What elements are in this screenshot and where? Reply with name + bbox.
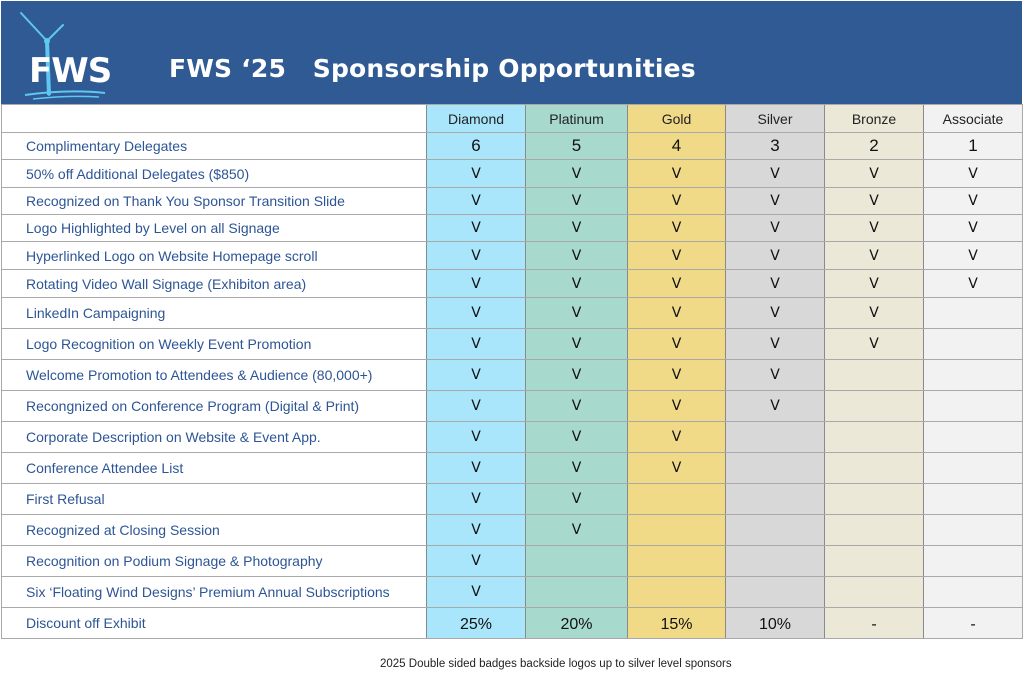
cell-gold: V xyxy=(628,329,726,360)
level-header-diamond: Diamond xyxy=(427,105,526,133)
level-header-platinum: Platinum xyxy=(526,105,628,133)
cell-silver: V xyxy=(726,188,825,215)
table-row xyxy=(2,188,1023,215)
table-row xyxy=(2,608,1023,639)
level-header-gold: Gold xyxy=(628,105,726,133)
cell-silver: V xyxy=(726,298,825,329)
fws-logo xyxy=(19,9,119,103)
cell-platinum: V xyxy=(526,484,628,515)
cell-associate xyxy=(924,298,1023,329)
cell-associate: V xyxy=(924,270,1023,298)
table-row xyxy=(2,298,1023,329)
cell-diamond: 25% xyxy=(427,608,526,639)
table-row xyxy=(2,329,1023,360)
cell-gold xyxy=(628,577,726,608)
cell-platinum: V xyxy=(526,391,628,422)
header-row xyxy=(2,105,1023,133)
benefit-label: Rotating Video Wall Signage (Exhibiton area) xyxy=(2,270,427,298)
cell-associate xyxy=(924,546,1023,577)
benefit-label: Corporate Description on Website & Event App. xyxy=(2,422,427,453)
cell-bronze: V xyxy=(825,270,924,298)
cell-diamond: V xyxy=(427,484,526,515)
cell-platinum: V xyxy=(526,453,628,484)
benefit-label: Recongnized on Conference Program (Digital & Print) xyxy=(2,391,427,422)
table-row xyxy=(2,484,1023,515)
cell-associate xyxy=(924,329,1023,360)
table-row xyxy=(2,133,1023,160)
cell-bronze xyxy=(825,546,924,577)
header-banner xyxy=(1,1,1022,104)
benefit-label: Logo Highlighted by Level on all Signage xyxy=(2,215,427,242)
cell-platinum: V xyxy=(526,160,628,188)
header-blank xyxy=(2,105,427,133)
cell-silver: 10% xyxy=(726,608,825,639)
cell-associate: 1 xyxy=(924,133,1023,160)
benefit-label: Conference Attendee List xyxy=(2,453,427,484)
cell-associate xyxy=(924,484,1023,515)
cell-bronze xyxy=(825,484,924,515)
cell-diamond: V xyxy=(427,270,526,298)
cell-diamond: V xyxy=(427,188,526,215)
benefit-label: 50% off Additional Delegates ($850) xyxy=(2,160,427,188)
cell-gold: V xyxy=(628,298,726,329)
cell-bronze: V xyxy=(825,298,924,329)
cell-silver xyxy=(726,453,825,484)
cell-gold: V xyxy=(628,360,726,391)
cell-diamond: V xyxy=(427,215,526,242)
cell-silver: V xyxy=(726,215,825,242)
cell-associate: - xyxy=(924,608,1023,639)
footer-note: 2025 Double sided badges backside logos up to silver level sponsors xyxy=(380,658,732,670)
cell-diamond: V xyxy=(427,242,526,270)
cell-platinum: V xyxy=(526,329,628,360)
cell-silver: V xyxy=(726,160,825,188)
table-row xyxy=(2,215,1023,242)
benefit-label: First Refusal xyxy=(2,484,427,515)
cell-platinum: V xyxy=(526,515,628,546)
cell-gold: V xyxy=(628,188,726,215)
cell-bronze: V xyxy=(825,160,924,188)
benefit-label: Recognized on Thank You Sponsor Transition Slide xyxy=(2,188,427,215)
cell-platinum: 5 xyxy=(526,133,628,160)
cell-silver xyxy=(726,515,825,546)
cell-platinum xyxy=(526,546,628,577)
benefit-label: Hyperlinked Logo on Website Homepage scroll xyxy=(2,242,427,270)
benefits-body xyxy=(2,133,1023,639)
cell-silver xyxy=(726,577,825,608)
cell-gold xyxy=(628,515,726,546)
page-title: FWS ‘25 Sponsorship Opportunities xyxy=(169,54,696,83)
cell-silver: V xyxy=(726,329,825,360)
cell-associate xyxy=(924,422,1023,453)
cell-silver: V xyxy=(726,242,825,270)
benefit-label: Logo Recognition on Weekly Event Promotion xyxy=(2,329,427,360)
cell-associate: V xyxy=(924,188,1023,215)
level-header-bronze: Bronze xyxy=(825,105,924,133)
cell-diamond: V xyxy=(427,298,526,329)
cell-gold: V xyxy=(628,391,726,422)
cell-silver xyxy=(726,546,825,577)
cell-gold: 15% xyxy=(628,608,726,639)
table-row xyxy=(2,360,1023,391)
table-row xyxy=(2,160,1023,188)
cell-platinum: V xyxy=(526,242,628,270)
cell-bronze xyxy=(825,422,924,453)
cell-diamond: V xyxy=(427,577,526,608)
logo-text: FWS xyxy=(29,51,112,91)
cell-bronze xyxy=(825,453,924,484)
cell-associate: V xyxy=(924,160,1023,188)
cell-gold: 4 xyxy=(628,133,726,160)
table-row xyxy=(2,515,1023,546)
cell-diamond: V xyxy=(427,453,526,484)
cell-gold: V xyxy=(628,215,726,242)
benefit-label: Welcome Promotion to Attendees & Audience (80,000+) xyxy=(2,360,427,391)
benefit-label: Recognized at Closing Session xyxy=(2,515,427,546)
cell-diamond: V xyxy=(427,329,526,360)
cell-gold: V xyxy=(628,160,726,188)
cell-bronze: V xyxy=(825,188,924,215)
cell-platinum xyxy=(526,577,628,608)
level-header-associate: Associate xyxy=(924,105,1023,133)
cell-diamond: V xyxy=(427,422,526,453)
cell-platinum: V xyxy=(526,215,628,242)
benefit-label: Complimentary Delegates xyxy=(2,133,427,160)
cell-silver xyxy=(726,422,825,453)
cell-silver: V xyxy=(726,360,825,391)
cell-gold: V xyxy=(628,422,726,453)
cell-platinum: V xyxy=(526,422,628,453)
cell-associate: V xyxy=(924,215,1023,242)
table-row xyxy=(2,270,1023,298)
cell-bronze xyxy=(825,515,924,546)
table-row xyxy=(2,577,1023,608)
cell-silver: V xyxy=(726,270,825,298)
cell-silver: 3 xyxy=(726,133,825,160)
cell-diamond: V xyxy=(427,515,526,546)
benefit-label: LinkedIn Campaigning xyxy=(2,298,427,329)
cell-gold: V xyxy=(628,270,726,298)
cell-diamond: V xyxy=(427,360,526,391)
cell-associate: V xyxy=(924,242,1023,270)
cell-bronze: V xyxy=(825,242,924,270)
table-row xyxy=(2,422,1023,453)
cell-bronze xyxy=(825,360,924,391)
cell-associate xyxy=(924,515,1023,546)
cell-diamond: 6 xyxy=(427,133,526,160)
cell-associate xyxy=(924,453,1023,484)
cell-platinum: 20% xyxy=(526,608,628,639)
cell-platinum: V xyxy=(526,298,628,329)
cell-silver: V xyxy=(726,391,825,422)
cell-diamond: V xyxy=(427,391,526,422)
cell-diamond: V xyxy=(427,546,526,577)
cell-platinum: V xyxy=(526,360,628,391)
cell-bronze: - xyxy=(825,608,924,639)
cell-associate xyxy=(924,391,1023,422)
cell-bronze xyxy=(825,577,924,608)
cell-platinum: V xyxy=(526,188,628,215)
cell-gold: V xyxy=(628,242,726,270)
cell-bronze: 2 xyxy=(825,133,924,160)
cell-silver xyxy=(726,484,825,515)
level-header-silver: Silver xyxy=(726,105,825,133)
benefit-label: Recognition on Podium Signage & Photography xyxy=(2,546,427,577)
table-row xyxy=(2,453,1023,484)
sponsorship-table-container xyxy=(1,104,1022,639)
table-row xyxy=(2,391,1023,422)
cell-associate xyxy=(924,360,1023,391)
cell-gold: V xyxy=(628,453,726,484)
cell-bronze: V xyxy=(825,215,924,242)
cell-gold xyxy=(628,484,726,515)
cell-diamond: V xyxy=(427,160,526,188)
table-row xyxy=(2,546,1023,577)
table-row xyxy=(2,242,1023,270)
benefit-label: Discount off Exhibit xyxy=(2,608,427,639)
cell-gold xyxy=(628,546,726,577)
cell-platinum: V xyxy=(526,270,628,298)
cell-bronze: V xyxy=(825,329,924,360)
cell-bronze xyxy=(825,391,924,422)
sponsorship-table xyxy=(1,104,1023,639)
cell-associate xyxy=(924,577,1023,608)
benefit-label: Six ‘Floating Wind Designs’ Premium Annual Subscriptions xyxy=(2,577,427,608)
